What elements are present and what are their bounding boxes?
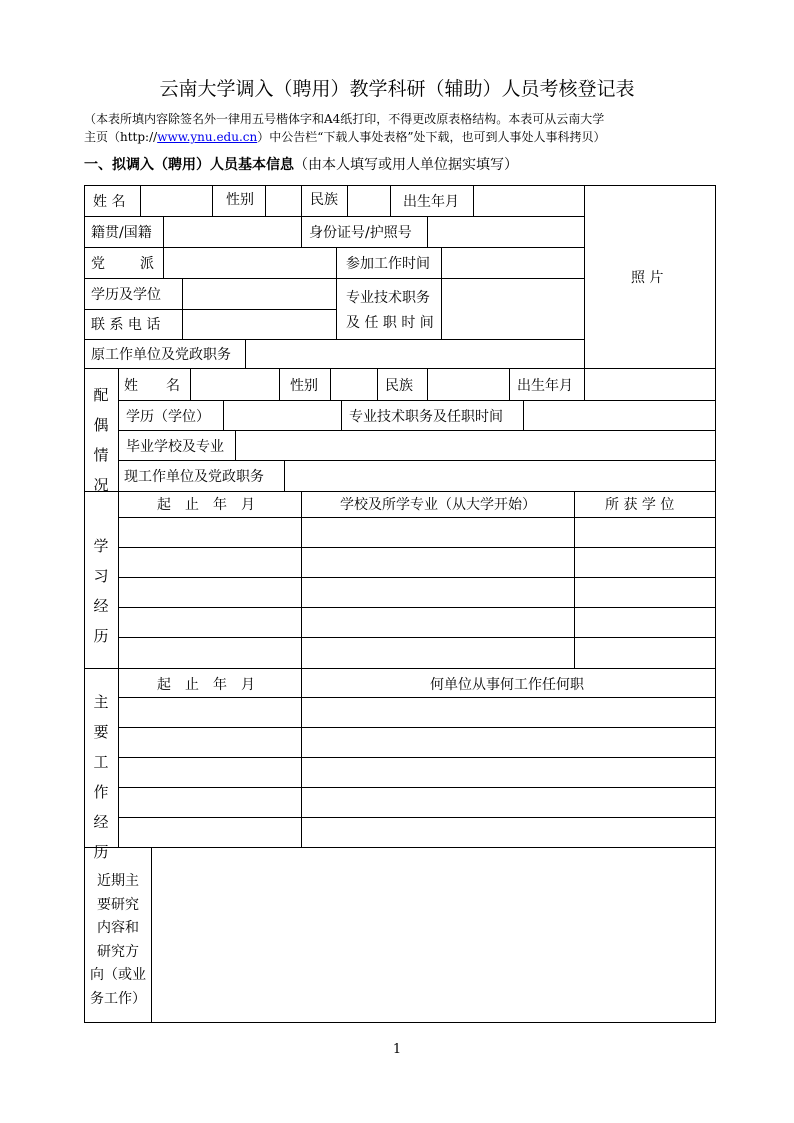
grid-line [509,368,510,400]
grid-line [336,247,337,339]
spouse-label-char: 情 [93,446,109,464]
grid-line [118,637,716,638]
study-section-label [91,531,111,651]
grid-line [182,278,183,339]
grid-line [118,607,716,608]
professional-title-label-2: 及 任 职 时 间 [346,315,434,331]
grid-line [223,400,224,430]
study-label-char: 习 [93,567,109,585]
grid-line [301,216,302,247]
instruction-note [84,110,724,146]
form-title: 云南大学调入（聘用）教学科研（辅助）人员考核登记表 [159,78,635,100]
grid-line [190,368,191,400]
page-number: 1 [392,1042,402,1057]
grid-line [118,400,716,401]
work-section-label [91,687,111,867]
work-label-char: 工 [93,753,109,771]
research-label-line: 近期主 [97,873,139,889]
grid-line [84,339,584,340]
grid-line [265,185,266,216]
grid-line [212,185,213,216]
study-label-char: 学 [93,537,109,555]
grid-line [301,185,302,216]
grid-line [118,517,716,518]
spouse-name-label: 姓 名 [124,378,180,394]
work-job-header: 何单位从事何工作任何职 [430,677,584,693]
note-line-2 [84,128,724,146]
grid-line [163,216,164,278]
grid-line [441,247,442,339]
origin-label: 籍贯/国籍 [91,225,152,241]
research-label-line: 务工作） [90,990,146,1007]
grid-line [84,847,716,848]
note-line-1: （本表所填内容除签名外一律用五号楷体字和A4纸打印，不得更改原表格结构。本表可从云南大学 [84,112,605,126]
grid-line [84,668,716,669]
grid-line [84,491,716,492]
grid-line [118,577,716,578]
gender-label: 性别 [226,192,254,208]
grid-line [118,430,716,431]
id-number-label: 身份证号/护照号 [309,225,412,241]
grid-line [151,847,152,1023]
spouse-education-label: 学历（学位） [126,409,210,425]
party-label-b: 派 [140,256,154,272]
work-period-header: 起 止 年 月 [157,677,255,693]
spouse-unit-label: 现工作单位及党政职务 [124,469,264,485]
grid-line [84,278,584,279]
research-label-line: 向（或业 [90,967,146,983]
spouse-label-char: 偶 [93,416,109,434]
spouse-birth-label: 出生年月 [517,378,573,394]
grid-line [523,400,524,430]
grid-line [347,185,348,216]
original-unit-label: 原工作单位及党政职务 [91,347,231,363]
ethnicity-label: 民族 [310,192,338,208]
grid-line [118,787,716,788]
note-line-2-suffix: ）中公告栏“下载人事处表格”处下载，也可到人事处人事科拷贝） [257,130,606,144]
study-school-header: 学校及所学专业（从大学开始） [340,497,536,513]
registration-form-table [84,185,716,1023]
work-label-char: 要 [93,723,109,741]
grid-line [245,339,246,368]
spouse-label-char: 配 [93,386,109,404]
phone-label: 联 系 电 话 [91,317,161,333]
grid-line [84,216,584,217]
section-heading [84,154,518,174]
grid-line [118,460,716,461]
grid-line [140,185,141,216]
grid-line [284,460,285,491]
grid-line [84,309,336,310]
work-label-char: 主 [93,693,109,711]
name-label: 姓 名 [93,194,126,210]
grid-line [118,757,716,758]
spouse-title-label: 专业技术职务及任职时间 [349,409,503,425]
party-label-a: 党 [91,256,105,272]
research-label-line: 研究方 [97,943,139,960]
spouse-gender-label: 性别 [290,378,318,394]
grid-line [84,247,584,248]
photo-placeholder-label: 照 片 [631,270,664,286]
research-label-line: 内容和 [97,920,139,936]
grid-line [279,368,280,400]
grid-line [118,547,716,548]
grid-line [84,368,716,369]
work-label-char: 经 [93,813,109,831]
grid-line [427,216,428,247]
grid-line [118,727,716,728]
study-degree-header: 所 获 学 位 [605,497,675,513]
study-period-header: 起 止 年 月 [157,497,255,513]
study-label-char: 历 [93,627,109,645]
grid-line [377,368,378,400]
grid-line [427,368,428,400]
grid-line [118,817,716,818]
grid-line [235,430,236,460]
research-label [86,870,150,1011]
grid-line [341,400,342,430]
spouse-label-char: 况 [93,476,109,494]
grid-line [390,185,391,216]
grid-line [473,185,474,216]
study-label-char: 经 [93,597,109,615]
grid-line [584,368,585,400]
section-heading-sub: （由本人填写或用人单位据实填写） [294,157,518,173]
spouse-school-label: 毕业学校及专业 [126,439,224,455]
research-label-line: 要研究 [97,896,139,913]
grid-line [330,368,331,400]
birth-label: 出生年月 [403,194,459,210]
grid-line [584,185,585,369]
note-line-2-prefix: 主页（http:// [84,130,158,144]
work-start-label: 参加工作时间 [346,256,430,272]
website-link[interactable]: www.ynu.edu.cn [157,130,258,144]
spouse-ethnicity-label: 民族 [385,378,413,394]
spouse-section-label [91,380,111,500]
grid-line [118,697,716,698]
section-heading-main: 一、拟调入（聘用）人员基本信息 [84,157,294,173]
work-label-char: 历 [93,843,109,861]
education-label: 学历及学位 [91,287,161,303]
professional-title-label-1: 专业技术职务 [346,290,430,306]
work-label-char: 作 [93,783,109,801]
